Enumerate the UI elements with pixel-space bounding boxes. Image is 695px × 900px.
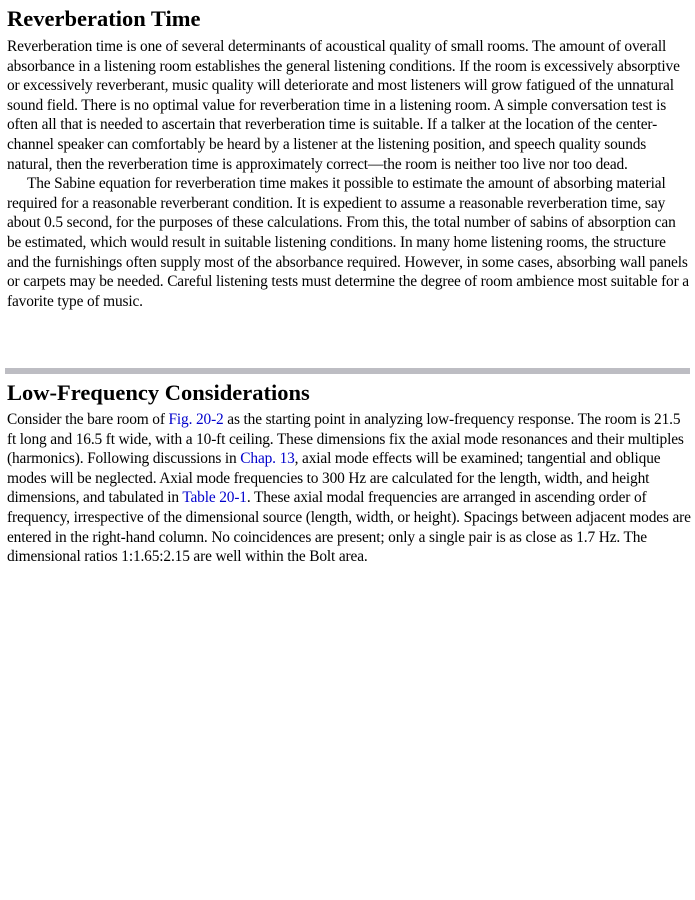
figure-20-2-link[interactable]: Fig. 20-2 (168, 411, 224, 428)
reverberation-time-section (7, 0, 691, 311)
reverberation-paragraph-1: Reverberation time is one of several determinants of acoustical quality of small rooms. The amount of overall absorbance in a listening room establishes the general listening conditions. If the room is excessively absorptive or excessively reverberant, music quality will deteriorate and most listeners will grow fatigued of the unnatural sound field. There is no optimal value for reverberation time in a listening room. A simple conversation test is often all that is needed to ascertain that reverberation time is suitable. If a talker at the location of the center-channel speaker can comfortably be heard by a listener at the listening position, and speech quality sounds natural, then the reverberation time is approximately correct—the room is neither too live nor too dead. (7, 38, 680, 173)
paragraph-text: , axial mode effects will be examined; tangential and oblique modes will be neglected. Axial mode frequencies to 300 Hz are calculated for the length, width, and height dimensions, and tabulated in (7, 450, 661, 507)
low-frequency-section (7, 380, 691, 567)
table-20-1-link[interactable]: Table 20-1 (182, 489, 247, 507)
section-divider (5, 368, 690, 374)
low-frequency-paragraph (7, 410, 691, 567)
section-heading-low-frequency: Low-Frequency Considerations (7, 380, 310, 405)
paragraph-text: Consider the bare room of (7, 411, 169, 428)
reverberation-paragraph-2: The Sabine equation for reverberation time makes it possible to estimate the amount of absorbing material required for a reasonable reverberant condition. It is expedient to assume a reasonable reverberation time, say about 0.5 second, for the purposes of these calculations. From this, the total number of sabins of absorption can be estimated, which would result in suitable listening conditions. In many home listening rooms, the structure and the furnishings often supply most of the absorbance required. However, in some cases, absorbing wall panels or carpets may be needed. Careful listening tests must determine the degree of room ambience most suitable for a favorite type of music. (7, 175, 689, 310)
section-heading-reverberation-time: Reverberation Time (7, 6, 201, 31)
paragraph-text: . These axial modal frequencies are arranged in ascending order of frequency, irrespective of the dimensional source (length, width, or height). Spacings between adjacent modes are entered in the right-hand column. No coincidences are present; only a single pair is as close as 1.7 Hz. The dimensional ratios 1:1.65:2.15 are well within the Bolt area. (7, 489, 691, 566)
chapter-13-link[interactable]: Chap. 13 (240, 450, 295, 468)
paragraph-text: as the starting point in analyzing low-frequency response. The room is 21.5 ft long and 16.5 ft wide, with a 10-ft ceiling. These dimensions fix the axial mode resonances and their multiples (harmonics). Following discussions in (7, 411, 684, 468)
